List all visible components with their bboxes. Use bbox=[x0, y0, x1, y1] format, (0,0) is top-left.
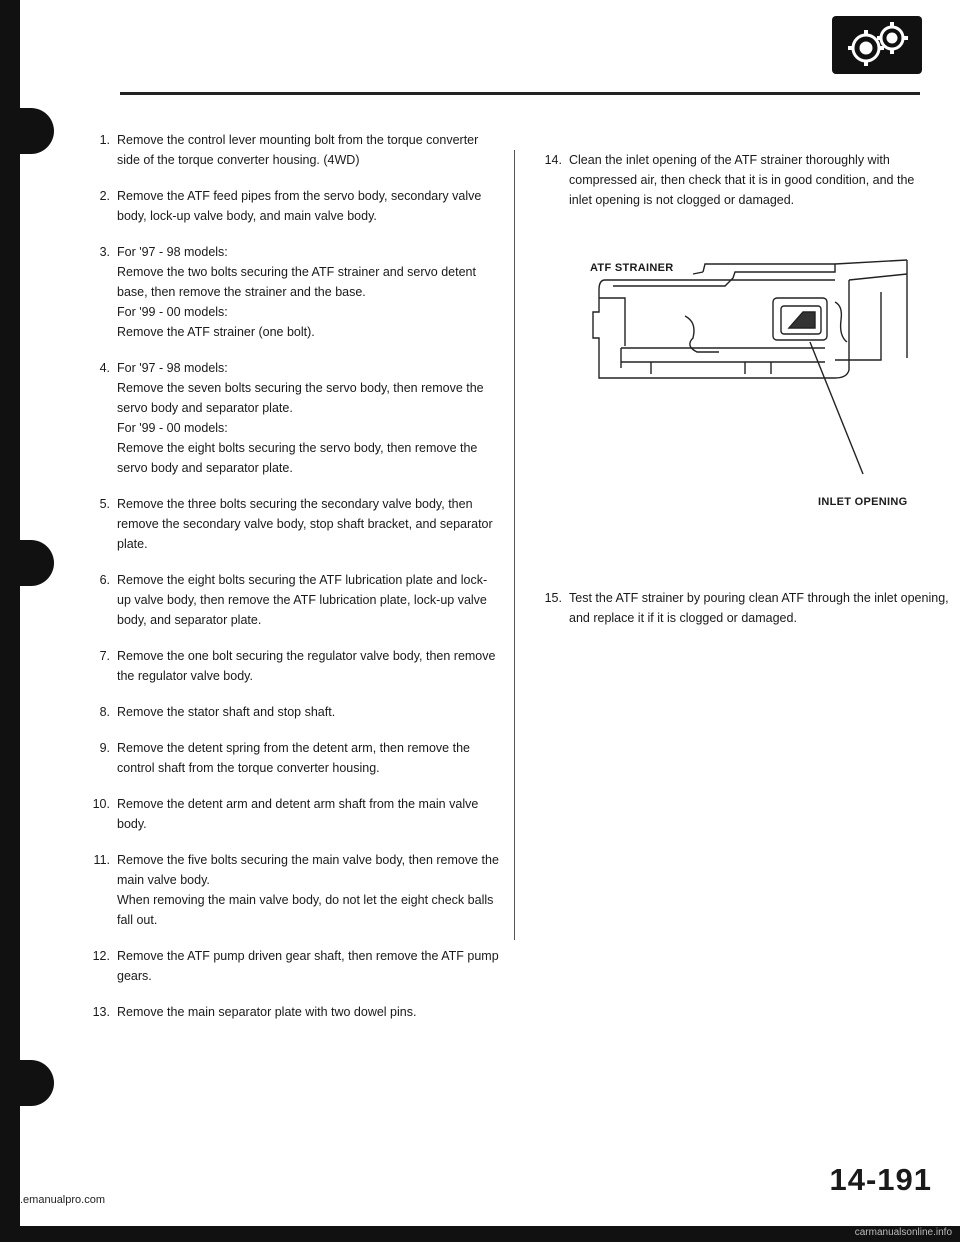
list-item bbox=[532, 150, 927, 210]
binding-tab bbox=[20, 108, 54, 154]
step-text: Remove the ATF pump driven gear shaft, then remove the ATF pump gears. bbox=[117, 949, 499, 983]
step-text: When removing the main valve body, do not let the eight check balls fall out. bbox=[117, 893, 494, 927]
list-item bbox=[80, 494, 500, 554]
step-text: For '97 - 98 models: bbox=[117, 361, 228, 375]
binding-tab bbox=[20, 540, 54, 586]
footer-bar bbox=[20, 1226, 960, 1242]
step-number: 5. bbox=[99, 497, 110, 511]
binding-tab bbox=[20, 1060, 54, 1106]
transmission-gear-icon bbox=[832, 16, 922, 74]
step-text: For '99 - 00 models: bbox=[117, 305, 228, 319]
right-column bbox=[532, 150, 927, 226]
step-text: Remove the seven bolts securing the servo body, then remove the servo body and separator plate. bbox=[117, 381, 484, 415]
list-item bbox=[80, 702, 500, 722]
step-text: Remove the five bolts securing the main valve body, then remove the main valve body. bbox=[117, 853, 499, 887]
step-text: Clean the inlet opening of the ATF strainer thoroughly with compressed air, then check that it is in good condition, and the inlet opening is not clogged or damaged. bbox=[569, 153, 915, 207]
step-text: For '97 - 98 models: bbox=[117, 245, 228, 259]
step-text: Remove the stator shaft and stop shaft. bbox=[117, 705, 336, 719]
step-text: Remove the detent spring from the detent arm, then remove the control shaft from the torque converter housing. bbox=[117, 741, 470, 775]
step-text: Remove the two bolts securing the ATF strainer and servo detent base, then remove the strainer and the base. bbox=[117, 265, 476, 299]
step-number: 2. bbox=[99, 189, 110, 203]
figure-label-atf-strainer: ATF STRAINER bbox=[590, 262, 674, 274]
binding-edge-bar bbox=[0, 0, 20, 1242]
list-item bbox=[80, 738, 500, 778]
strainer-illustration bbox=[585, 250, 915, 490]
watermark-text[interactable]: .emanualpro.com bbox=[20, 1194, 105, 1206]
step-number: 11. bbox=[93, 853, 110, 867]
list-item bbox=[80, 646, 500, 686]
step-text: Remove the ATF strainer (one bolt). bbox=[117, 325, 315, 339]
step-text: For '99 - 00 models: bbox=[117, 421, 228, 435]
step-text: Remove the main separator plate with two dowel pins. bbox=[117, 1005, 417, 1019]
list-item bbox=[80, 794, 500, 834]
step-text: Remove the eight bolts securing the ATF lubrication plate and lock-up valve body, then remove the ATF lubrication plate, lock-up valve body, and separator plate. bbox=[117, 573, 488, 627]
header-rule bbox=[120, 92, 920, 95]
step-text: Remove the ATF feed pipes from the servo body, secondary valve body, lock-up valve body, and main valve body. bbox=[117, 189, 482, 223]
footer-watermark-text[interactable]: carmanualsonline.info bbox=[854, 1227, 952, 1238]
list-item bbox=[80, 358, 500, 478]
step-number: 14. bbox=[544, 153, 562, 167]
step-text: Remove the one bolt securing the regulator valve body, then remove the regulator valve body. bbox=[117, 649, 496, 683]
step-number: 7. bbox=[99, 649, 110, 663]
left-column bbox=[80, 130, 500, 1038]
list-item bbox=[80, 130, 500, 170]
list-item bbox=[80, 946, 500, 986]
step-number: 1. bbox=[99, 133, 110, 147]
step-number: 6. bbox=[99, 573, 110, 587]
step-text: Remove the eight bolts securing the servo body, then remove the servo body and separator plate. bbox=[117, 441, 478, 475]
step-number: 12. bbox=[92, 949, 110, 963]
page-number: 14-191 bbox=[829, 1162, 932, 1197]
list-item bbox=[80, 1002, 500, 1022]
figure-label-inlet-opening: INLET OPENING bbox=[818, 496, 908, 508]
step-number: 4. bbox=[99, 361, 110, 375]
step-text: Remove the three bolts securing the secondary valve body, then remove the secondary valve body, stop shaft bracket, and separator plate. bbox=[117, 497, 493, 551]
list-item bbox=[532, 588, 960, 628]
step-number: 8. bbox=[99, 705, 110, 719]
step-number: 10. bbox=[92, 797, 110, 811]
step-text: Remove the control lever mounting bolt from the torque converter side of the torque converter housing. (4WD) bbox=[117, 133, 479, 167]
step-number: 15. bbox=[544, 591, 562, 605]
step-number: 13. bbox=[92, 1005, 110, 1019]
step-number: 9. bbox=[99, 741, 110, 755]
list-item bbox=[80, 570, 500, 630]
column-divider bbox=[514, 150, 515, 940]
list-item bbox=[80, 186, 500, 226]
atf-strainer-figure bbox=[585, 250, 915, 510]
step-text: Remove the detent arm and detent arm shaft from the main valve body. bbox=[117, 797, 479, 831]
list-item bbox=[80, 242, 500, 342]
step-number: 3. bbox=[99, 245, 110, 259]
step-text: Test the ATF strainer by pouring clean ATF through the inlet opening, and replace it if it is clogged or damaged. bbox=[569, 591, 949, 625]
list-item bbox=[80, 850, 500, 930]
